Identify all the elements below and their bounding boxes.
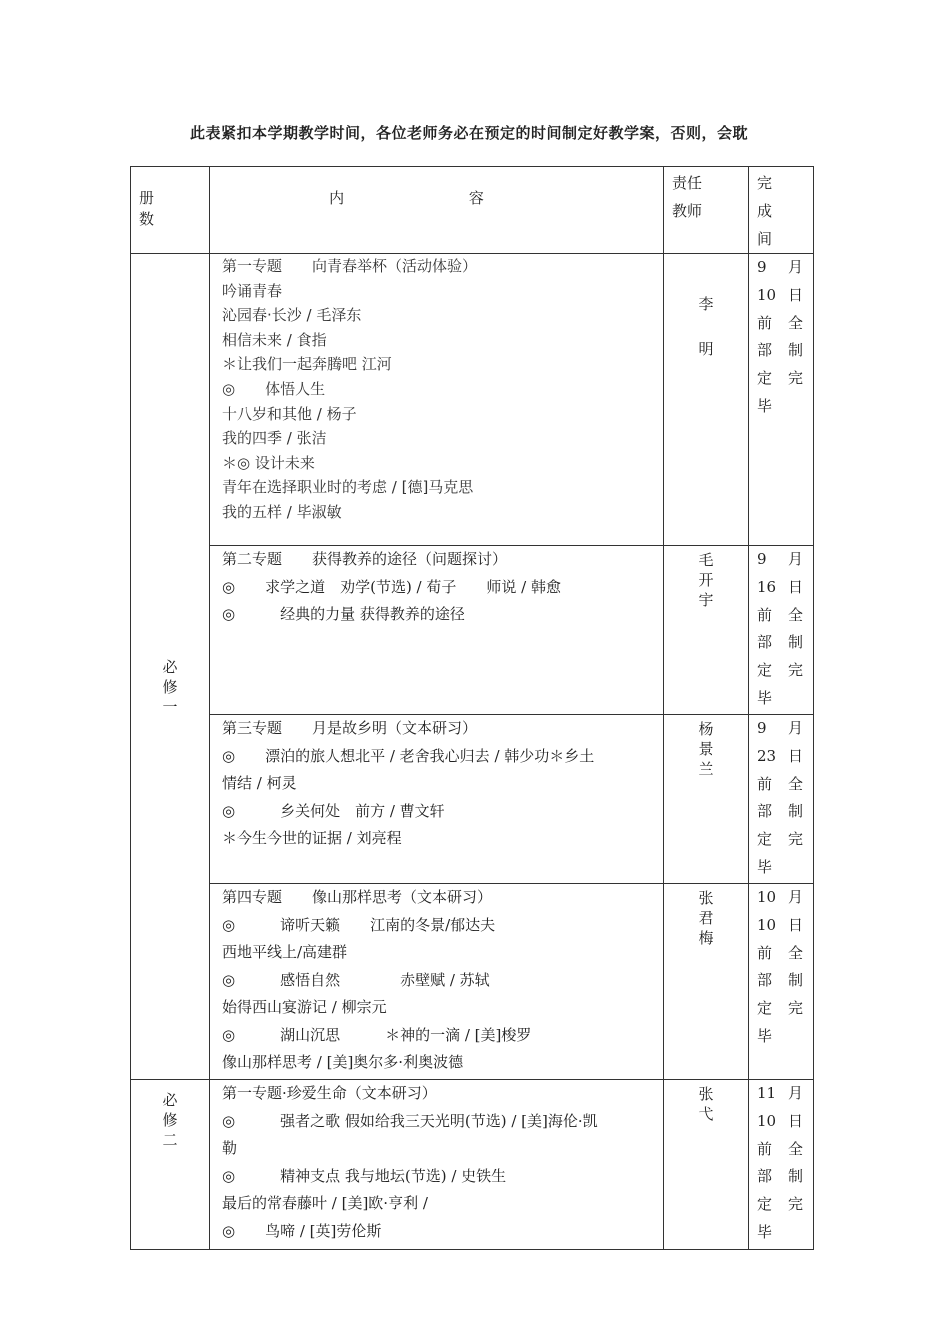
time-line: 前 全	[757, 605, 803, 624]
volume-label: 必修一	[162, 657, 178, 716]
content-line: 相信未来 / 食指	[222, 330, 327, 349]
content-line: 第一专题·珍爱生命（文本研习）	[222, 1084, 437, 1102]
header-content: 内 容	[210, 167, 664, 254]
content-line: 像山那样思考 / [美]奥尔多·利奥波德	[222, 1053, 464, 1071]
header-teacher-line2: 教师	[672, 202, 703, 220]
table-row	[131, 1080, 814, 1250]
content-line: ＊今生今世的证据 / 刘亮程	[222, 829, 402, 847]
time-line: 16 日	[757, 577, 803, 596]
teacher-cell	[664, 546, 749, 715]
table-row	[131, 715, 814, 884]
header-teacher-line1: 责任	[672, 174, 703, 192]
content-line: ◎ 感悟自然 赤壁赋 / 苏轼	[222, 970, 490, 989]
time-line: 定 完	[757, 369, 803, 388]
content-line: ◎ 漂泊的旅人想北平 / 老舍我心归去 / 韩少功＊乡土	[222, 746, 595, 765]
time-line: 毕	[757, 688, 773, 707]
time-cell	[749, 715, 814, 884]
content-line: 十八岁和其他 / 杨子	[222, 404, 357, 423]
time-line: 定 完	[757, 999, 803, 1018]
content-line: 第一专题 向青春举杯（活动体验）	[222, 257, 478, 275]
time-line: 毕	[757, 1222, 773, 1241]
time-line: 9 月	[757, 550, 803, 568]
time-line: 9 月	[757, 258, 803, 276]
time-line: 前 全	[757, 1139, 803, 1158]
content-cell	[210, 254, 664, 546]
time-line: 部 制	[757, 633, 803, 652]
teacher-name: 毛开宇	[698, 551, 714, 609]
content-line: 第四专题 像山那样思考（文本研习）	[222, 888, 493, 906]
time-cell	[749, 546, 814, 715]
volume-cell	[131, 1080, 210, 1250]
teacher-cell	[664, 254, 749, 546]
content-line: ＊◎ 设计未来	[222, 453, 315, 472]
teacher-name: 张弋	[698, 1085, 714, 1123]
content-line: 最后的常春藤叶 / [美]欧·亨利 /	[222, 1194, 428, 1212]
content-line: 吟诵青春	[222, 281, 283, 300]
time-line: 10 日	[757, 915, 803, 934]
time-line: 前 全	[757, 943, 803, 962]
content-line: 第二专题 获得教养的途径（问题探讨）	[222, 550, 508, 568]
time-cell	[749, 1080, 814, 1250]
content-cell	[210, 884, 664, 1080]
table-row	[131, 884, 814, 1080]
time-line: 定 完	[757, 830, 803, 849]
content-line: ◎ 谛听天籁 江南的冬景/郁达夫	[222, 915, 496, 934]
time-line: 毕	[757, 396, 773, 415]
header-time	[749, 167, 814, 254]
time-line: 10 日	[757, 1111, 803, 1130]
teacher-name: 张君梅	[698, 889, 714, 947]
header-teacher	[664, 167, 749, 254]
header-row	[131, 167, 814, 254]
time-cell	[749, 254, 814, 546]
content-line: ◎ 湖山沉思 ＊神的一滴 / [美]梭罗	[222, 1025, 532, 1044]
header-time-line1: 完 成	[757, 174, 789, 220]
time-line: 11 月	[757, 1084, 803, 1102]
content-line: ◎ 鸟啼 / [英]劳伦斯	[222, 1221, 382, 1240]
content-line: 勒	[222, 1139, 238, 1157]
teacher-cell	[664, 715, 749, 884]
content-line: ◎ 体悟人生	[222, 379, 326, 398]
content-line: ＊让我们一起奔腾吧 江河	[222, 355, 392, 374]
time-line: 定 完	[757, 661, 803, 680]
content-line: 情结 / 柯灵	[222, 774, 297, 792]
time-line: 部 制	[757, 971, 803, 990]
time-line: 定 完	[757, 1195, 803, 1214]
volume-label: 必修二	[162, 1091, 178, 1149]
content-line: 青年在选择职业时的考虑 / [德]马克思	[222, 478, 474, 497]
time-line: 毕	[757, 857, 773, 876]
time-line: 10 月	[757, 888, 803, 906]
table-row	[131, 254, 814, 546]
volume-cell	[131, 254, 210, 1080]
time-line: 部 制	[757, 802, 803, 821]
content-line: ◎ 求学之道 劝学(节选) / 荀子 师说 / 韩愈	[222, 577, 561, 596]
table-row	[131, 546, 814, 715]
header-time-line2: 间	[757, 230, 789, 248]
time-line: 部 制	[757, 1167, 803, 1186]
header-volume: 册 数	[131, 167, 210, 254]
time-line: 部 制	[757, 341, 803, 360]
content-cell	[210, 715, 664, 884]
notice-text: 此表紧扣本学期教学时间，各位老师务必在预定的时间制定好教学案，否则，会耽	[190, 124, 749, 142]
content-line: 我的四季 / 张洁	[222, 429, 327, 448]
content-cell	[210, 1080, 664, 1250]
teacher-name: 李明	[698, 295, 714, 358]
content-line: 我的五样 / 毕淑敏	[222, 502, 342, 521]
content-line: 第三专题 月是故乡明（文本研习）	[222, 719, 478, 737]
teacher-name: 杨景兰	[698, 720, 714, 778]
content-line: ◎ 乡关何处 前方 / 曹文轩	[222, 801, 445, 820]
content-line: ◎ 强者之歌 假如给我三天光明(节选) / [美]海伦·凯	[222, 1111, 598, 1130]
teacher-cell	[664, 1080, 749, 1250]
time-line: 10 日	[757, 285, 803, 304]
time-line: 毕	[757, 1026, 773, 1045]
content-line: ◎ 精神支点 我与地坛(节选) / 史铁生	[222, 1166, 507, 1185]
content-line: 始得西山宴游记 / 柳宗元	[222, 998, 387, 1016]
time-cell	[749, 884, 814, 1080]
teacher-cell	[664, 884, 749, 1080]
content-line: 西地平线上/高建群	[222, 943, 348, 961]
content-cell	[210, 546, 664, 715]
time-line: 前 全	[757, 313, 803, 332]
time-line: 前 全	[757, 774, 803, 793]
time-line: 23 日	[757, 746, 803, 765]
teaching-plan-table	[130, 166, 814, 1250]
time-line: 9 月	[757, 719, 803, 737]
content-line: 沁园春·长沙 / 毛泽东	[222, 306, 362, 325]
content-line: ◎ 经典的力量 获得教养的途径	[222, 605, 465, 623]
